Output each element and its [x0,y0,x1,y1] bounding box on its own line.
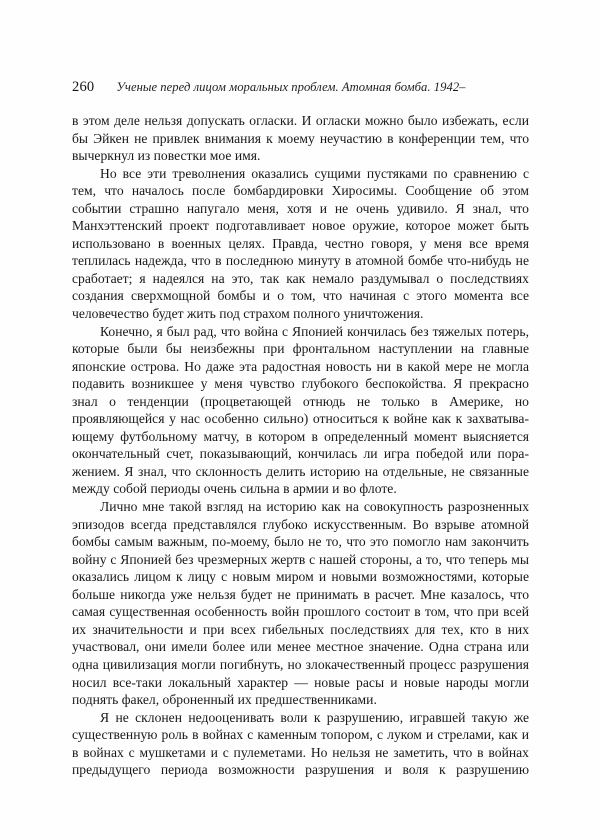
running-head-title: Ученые перед лицом моральных проблем. Атомная бомба. 1942– [116,80,466,94]
page-number: 260 [72,79,95,95]
paragraph: Лично мне такой взгляд на историю как на совокупность разрозненных эпизодов всегда представлялся глубоко искусственным. Во взрыве атомной бомбы самым важным, по-моему, было не то, что это помогло нам закончить войну с Японией без чрезмерных жертв с нашей стороны, а то, что теперь мы оказались лицом к лицу с новым миром и новыми возможностями, которые больше никогда уже нельзя будет не принимать в расчет. Мне казалось, что самая существенная особенность войн прошлого состоит в том, что при всей их значительности и при всех гибельных последствиях для тех, кто в них участвовал, они имели более или менее местное значение. Одна страна или одна цивилизация могли погибнуть, но злокачественный процесс разрушения носил все-таки локальный характер — новые расы и новые народы могли поднять факел, оброненный их предшественниками. [72,499,529,708]
body-text [72,112,529,796]
paragraph: Конечно, я был рад, что война с Японией кончилась без тяжелых потерь, которые были бы неизбежны при фронтальном наступлении на главные японские острова. Но даже эта радостная новость ни в какой мере не могла подавить возникшее у меня чувство глубокого беспокойства. Я прекрасно знал о тенденции (процветающей отнюдь не только в Америке, но проявляющейся у нас особенно сильно) относиться к войне как к захватывающему футбольному матчу, в котором в определенный момент выясняется окончательный счет, показывающий, кончилась ли игра победой или поражением. Я знал, что склонность делить историю на отдельные, не связанные между собой периоды очень сильна в армии и во флоте. [72,323,529,497]
paragraph: в этом деле нельзя допускать огласки. И огласки можно было избежать, если бы Эйкен не привлек внимания к моему неучастию в конференции тем, что вычеркнул из повестки мое имя. [72,113,529,164]
paragraph: Я не склонен недооценивать воли к разрушению, игравшей такую же существенную роль в войнах с каменным топором, с луком и стрелами, как и в войнах с мушкетами и с пулеметами. Но нельзя не заметить, что в войнах предыдущего периода возможности разрушения и воля к разрушению [72,709,529,778]
running-head [72,79,528,97]
paragraph: Но все эти треволнения оказались сущими пустяками по сравнению с тем, что началось после бомбардировки Хиросимы. Сообщение об этом событии страшно напугало меня, хотя и не очень удивило. Я знал, что Манхэттенский проект подготавливает новое оружие, которое может быть использовано в военных целях. Правда, честно говоря, у меня все время теплилась надежда, что в последнюю минуту в атомной бомбе что-нибудь не сработает; я надеялся на это, так как немало раздумывал о последствиях создания сверхмощной бомбы и о том, что начиная с этого момента все человечество будет жить под страхом полного уничтожения. [72,165,529,322]
